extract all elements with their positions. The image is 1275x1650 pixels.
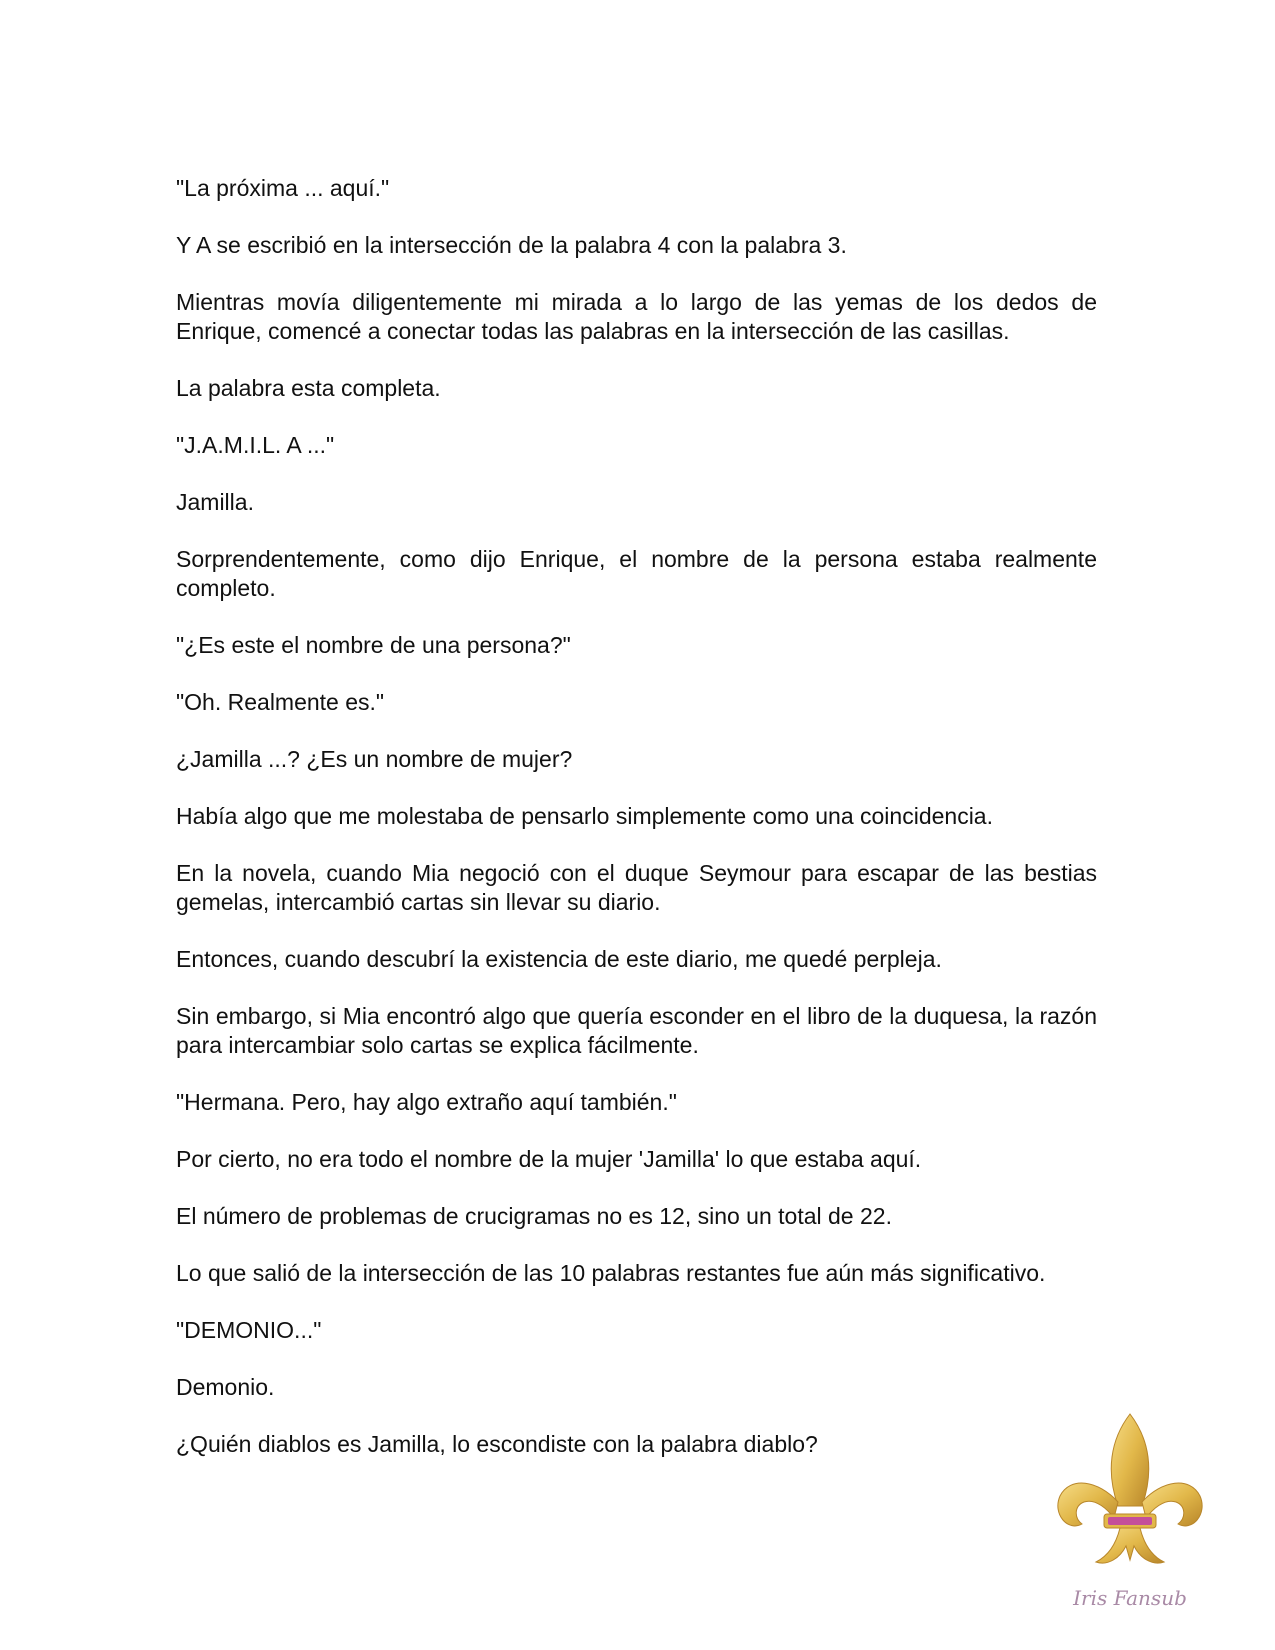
paragraph: ¿Quién diablos es Jamilla, lo escondiste con la palabra diablo? — [176, 1431, 818, 1457]
paragraph: "J.A.M.I.L. A ..." — [176, 432, 335, 458]
paragraph: Y A se escribió en la intersección de la palabra 4 con la palabra 3. — [176, 232, 847, 258]
text-body — [176, 174, 1097, 1487]
paragraph: Entonces, cuando descubrí la existencia de este diario, me quedé perpleja. — [176, 946, 942, 972]
paragraph: La palabra esta completa. — [176, 375, 441, 401]
paragraph: "La próxima ... aquí." — [176, 175, 390, 201]
paragraph: Por cierto, no era todo el nombre de la mujer 'Jamilla' lo que estaba aquí. — [176, 1146, 922, 1172]
paragraph: Demonio. — [176, 1374, 275, 1400]
paragraph: El número de problemas de crucigramas no es 12, sino un total de 22. — [176, 1203, 892, 1229]
paragraph: ¿Jamilla ...? ¿Es un nombre de mujer? — [176, 746, 573, 772]
paragraph: En la novela, cuando Mia negoció con el duque Seymour para escapar de las bestias gemelas, intercambió cartas sin llevar su diario. — [176, 860, 1097, 915]
paragraph: "Hermana. Pero, hay algo extraño aquí también." — [176, 1089, 677, 1115]
watermark-caption: Iris Fansub — [1073, 1586, 1187, 1610]
paragraph: "¿Es este el nombre de una persona?" — [176, 632, 571, 658]
paragraph: Sin embargo, si Mia encontró algo que quería esconder en el libro de la duquesa, la razón para intercambiar solo cartas se explica fácilmente. — [176, 1003, 1097, 1058]
paragraph: Jamilla. — [176, 489, 254, 515]
paragraph: "DEMONIO..." — [176, 1317, 322, 1343]
watermark-logo — [1050, 1410, 1210, 1620]
paragraph: Lo que salió de la intersección de las 10 palabras restantes fue aún más significativo. — [176, 1260, 1046, 1286]
paragraph: Había algo que me molestaba de pensarlo simplemente como una coincidencia. — [176, 803, 993, 829]
paragraph: Sorprendentemente, como dijo Enrique, el nombre de la persona estaba realmente completo. — [176, 546, 1097, 601]
paragraph: Mientras movía diligentemente mi mirada a lo largo de las yemas de los dedos de Enrique, comencé a conectar todas las palabras en la intersección de las casillas. — [176, 289, 1097, 344]
fleur-de-lis-icon — [1050, 1410, 1210, 1580]
paragraph: "Oh. Realmente es." — [176, 689, 385, 715]
